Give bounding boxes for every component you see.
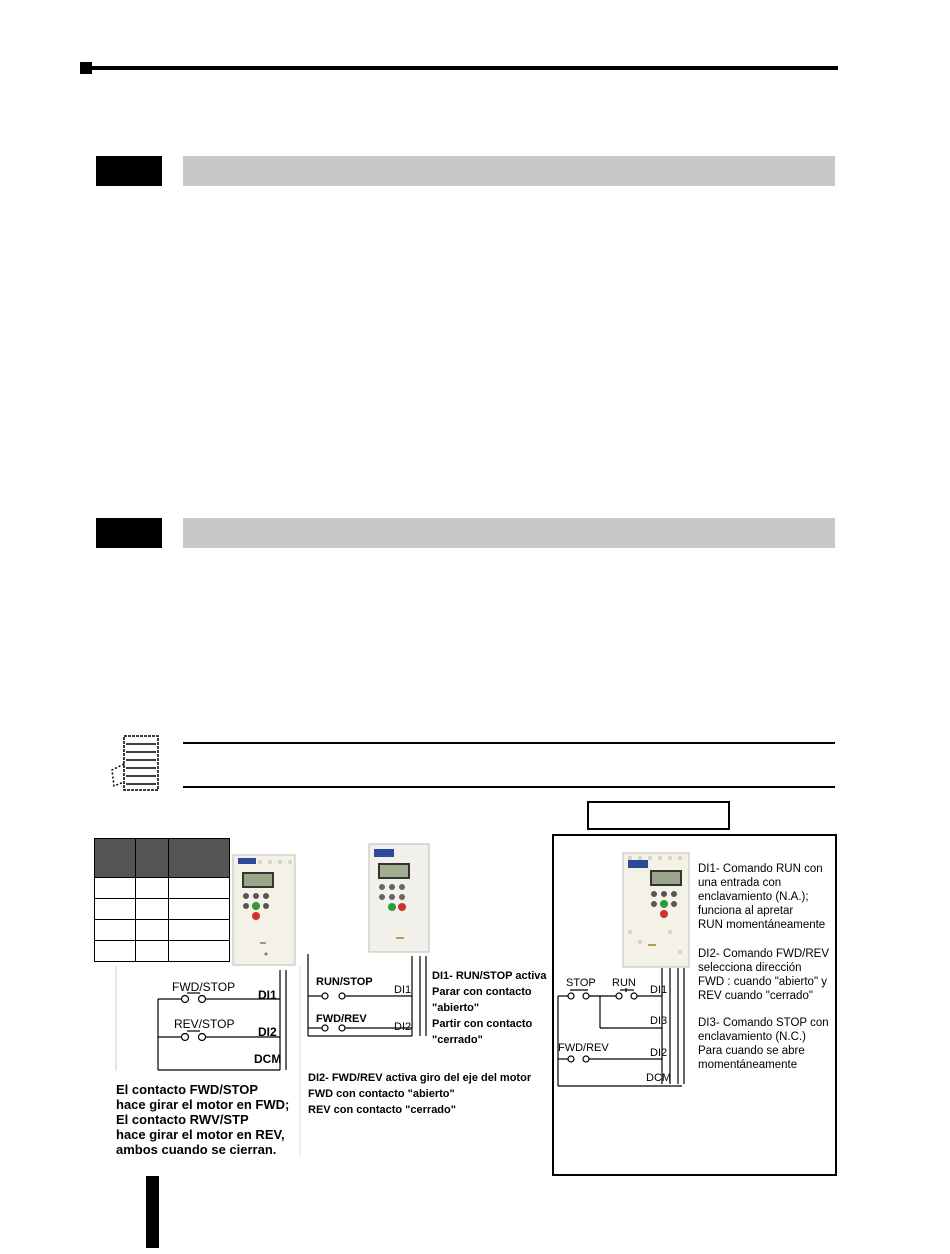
note-top-rule xyxy=(183,742,835,744)
left-di2-label: DI2 xyxy=(258,1025,277,1039)
ac-drive-keypad-icon xyxy=(232,854,296,966)
right-di3-label: DI3 xyxy=(650,1015,668,1027)
mid-desc-di1: DI1- RUN/STOP activa Parar con contacto "abierto" Partir con contacto "cerrado" xyxy=(432,970,547,1046)
mid-contact1-label: RUN/STOP xyxy=(316,976,373,988)
ac-drive-keypad-icon xyxy=(368,843,430,953)
right-desc-di3: DI3- Comando STOP con enclavamiento (N.C.) Para cuando se abre momentáneamente xyxy=(698,1017,829,1071)
left-caption: El contacto FWD/STOP hace girar el motor en FWD; El contacto RWV/STP hace girar el motor en REV, ambos cuando se cierran. xyxy=(116,1082,290,1157)
header-rule xyxy=(84,66,838,70)
notepad-icon xyxy=(110,734,162,792)
truth-table xyxy=(94,838,230,962)
mid-di2-label: DI2 xyxy=(394,1021,412,1033)
mid-desc-di2: DI2- FWD/REV activa giro del eje del motor FWD con contacto "abierto" REV con contacto "cerrado" xyxy=(308,1072,532,1116)
left-contact1-label: FWD/STOP xyxy=(172,980,236,994)
right-stop-label: STOP xyxy=(566,977,596,989)
section-1-tab xyxy=(96,156,162,186)
mid-contact2-label: FWD/REV xyxy=(316,1013,367,1025)
right-di1-label: DI1 xyxy=(650,984,668,996)
right-desc-di1: DI1- Comando RUN con una entrada con enclavamiento (N.A.); funciona al apretar RUN momentáneamente xyxy=(698,863,826,931)
diagram-3-label-box xyxy=(587,801,730,830)
left-dcm-label: DCM xyxy=(254,1052,282,1066)
left-contact2-label: REV/STOP xyxy=(174,1017,235,1031)
right-fwdrev-label: FWD/REV xyxy=(558,1042,609,1054)
mid-di1-label: DI1 xyxy=(394,984,412,996)
ac-drive-keypad-icon xyxy=(622,852,690,968)
page-edge-bar xyxy=(146,1176,159,1248)
right-desc-di2: DI2- Comando FWD/REV selecciona dirección FWD : cuando "abierto" y REV cuando "cerrado" xyxy=(698,948,830,1002)
note-bottom-rule xyxy=(183,786,835,788)
right-dcm-label: DCM xyxy=(646,1072,672,1084)
right-run-label: RUN xyxy=(612,977,636,989)
wiring-mid xyxy=(300,954,435,1064)
section-2-tab xyxy=(96,518,162,548)
left-di1-label: DI1 xyxy=(258,988,277,1002)
section-1-bar xyxy=(183,156,835,186)
section-2-bar xyxy=(183,518,835,548)
right-di2-label: DI2 xyxy=(650,1047,668,1059)
